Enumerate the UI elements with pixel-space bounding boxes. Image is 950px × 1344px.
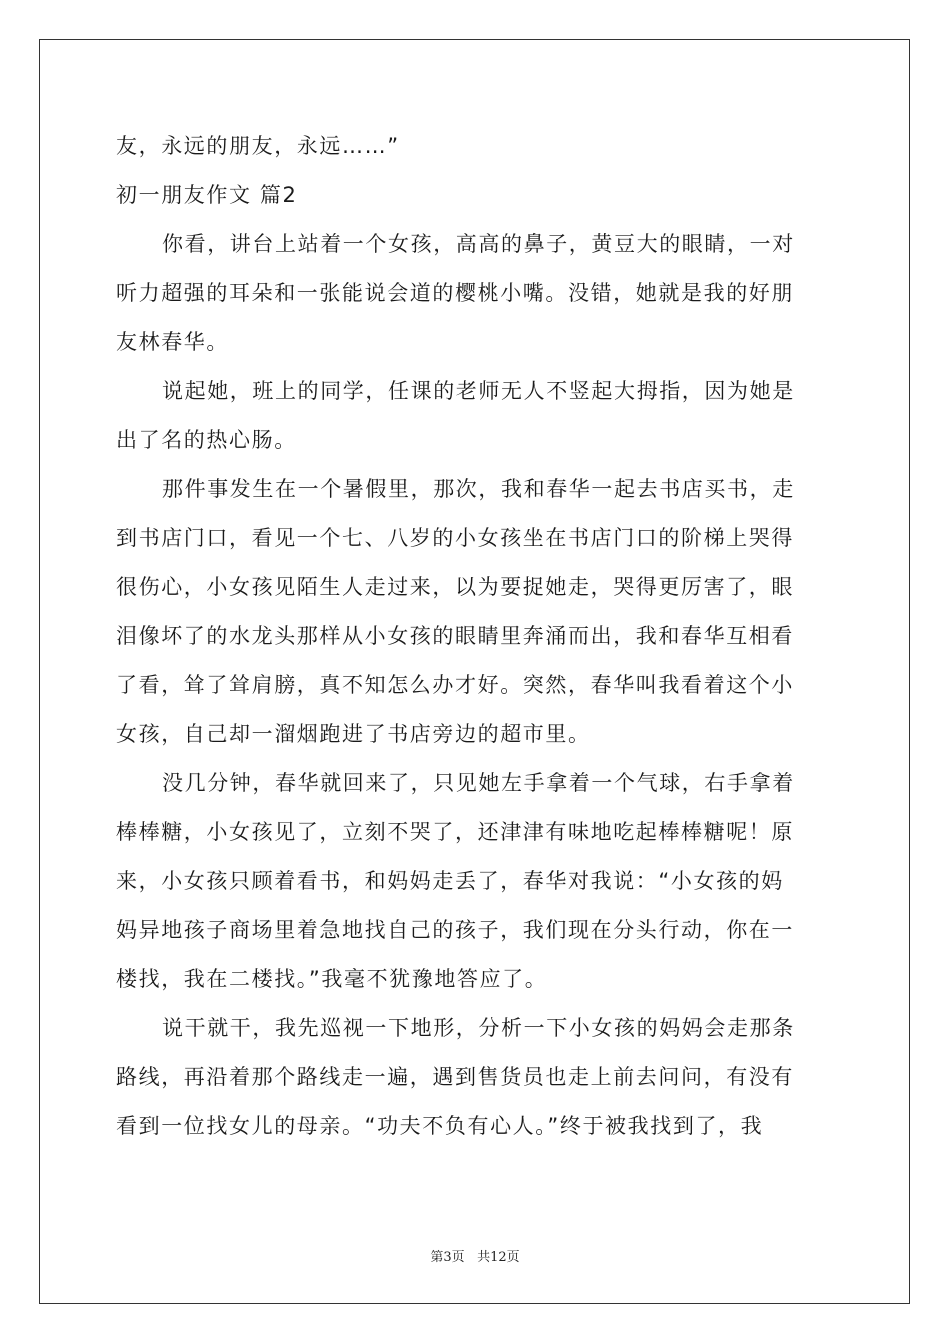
paragraph-line: 出了名的热心肠。 <box>116 428 297 452</box>
paragraph-line: 你看，讲台上站着一个女孩，高高的鼻子，黄豆大的眼睛，一对 <box>162 232 795 256</box>
paragraph-line: 说干就干，我先巡视一下地形，分析一下小女孩的妈妈会走那条 <box>162 1016 795 1040</box>
paragraph-line: 看到一位找女儿的母亲。“功夫不负有心人。”终于被我找到了，我 <box>116 1114 764 1138</box>
paragraph-line: 了看，耸了耸肩膀，真不知怎么办才好。突然，春华叫我看着这个小 <box>116 673 794 697</box>
paragraph-line: 来，小女孩只顾着看书，和妈妈走丢了，春华对我说：“小女孩的妈 <box>116 869 784 893</box>
paragraph-5 <box>116 1004 836 1151</box>
paragraph-line: 棒棒糖，小女孩见了，立刻不哭了，还津津有味地吃起棒棒糖呢！原 <box>116 820 794 844</box>
document-body <box>116 122 836 1151</box>
essay-heading: 初一朋友作文 篇2 <box>116 183 298 207</box>
paragraph-line: 友林春华。 <box>116 330 229 354</box>
paragraph-line: 说起她，班上的同学，任课的老师无人不竖起大拇指，因为她是 <box>162 379 795 403</box>
paragraph-line: 很伤心，小女孩见陌生人走过来，以为要捉她走，哭得更厉害了，眼 <box>116 575 794 599</box>
page-number: 第3页 <box>430 1250 465 1265</box>
paragraph-line: 路线，再沿着那个路线走一遍，遇到售货员也走上前去问问，有没有 <box>116 1065 794 1089</box>
paragraph-line: 女孩，自己却一溜烟跑进了书店旁边的超市里。 <box>116 722 591 746</box>
page-total: 共12页 <box>477 1250 520 1265</box>
paragraph-line: 那件事发生在一个暑假里，那次，我和春华一起去书店买书，走 <box>162 477 795 501</box>
paragraph-line: 听力超强的耳朵和一张能说会道的樱桃小嘴。没错，她就是我的好朋 <box>116 281 794 305</box>
paragraph-line: 妈异地孩子商场里着急地找自己的孩子，我们现在分头行动，你在一 <box>116 918 794 942</box>
page-footer <box>0 1246 950 1265</box>
paragraph-line: 到书店门口，看见一个七、八岁的小女孩坐在书店门口的阶梯上哭得 <box>116 526 794 550</box>
paragraph-4 <box>116 759 836 1004</box>
paragraph-2 <box>116 367 836 465</box>
paragraph-1 <box>116 220 836 367</box>
paragraph-line: 泪像坏了的水龙头那样从小女孩的眼睛里奔涌而出，我和春华互相看 <box>116 624 794 648</box>
paragraph-line: 没几分钟，春华就回来了，只见她左手拿着一个气球，右手拿着 <box>162 771 795 795</box>
continued-line: 友，永远的朋友，永远……” <box>116 134 400 158</box>
paragraph-3 <box>116 465 836 759</box>
paragraph-line: 楼找，我在二楼找。”我毫不犹豫地答应了。 <box>116 967 548 991</box>
